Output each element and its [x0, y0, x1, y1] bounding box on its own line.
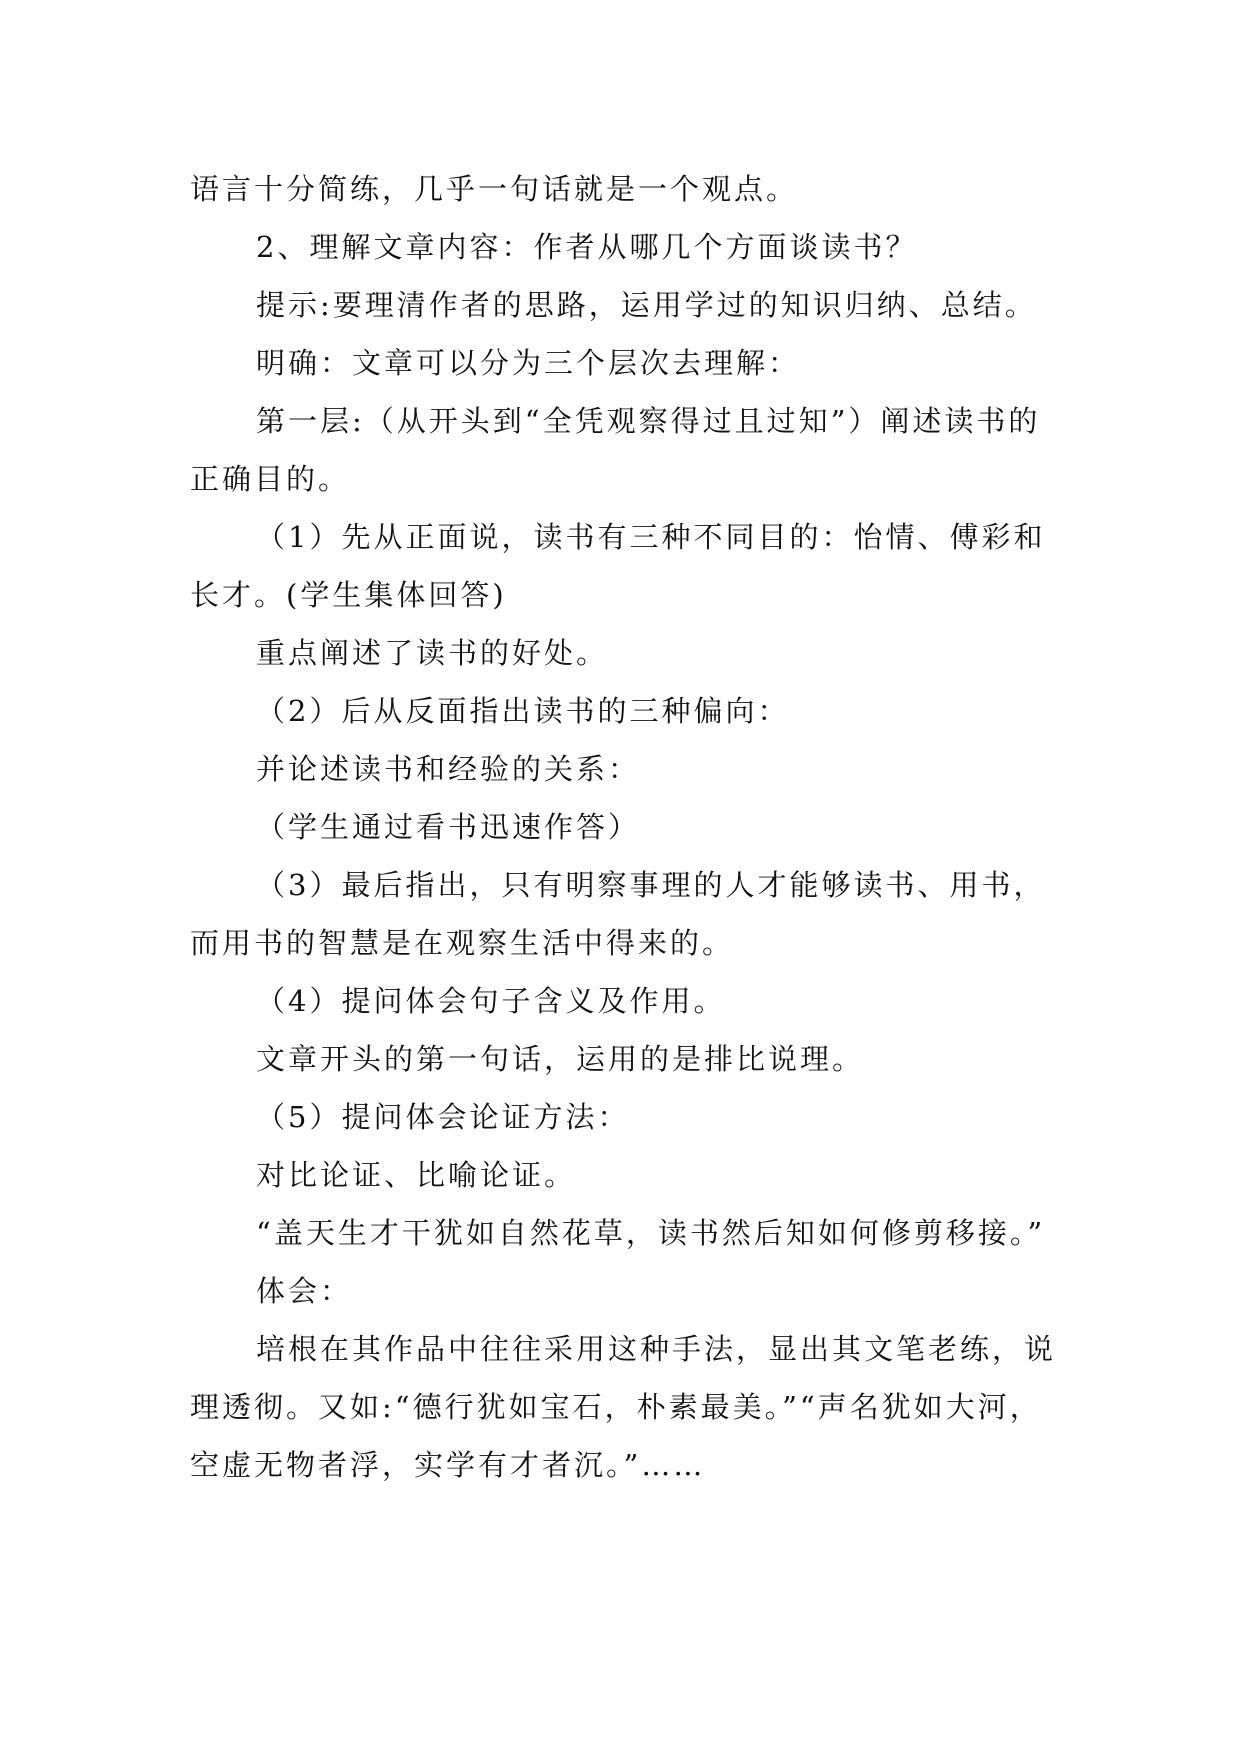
- paragraph: 2、理解文章内容：作者从哪几个方面谈读书？: [256, 230, 918, 264]
- paragraph: 明确：文章可以分为三个层次去理解：: [256, 346, 801, 380]
- paragraph: （1）先从正面说，读书有三种不同目的：怡情、傅彩和长才。(学生集体回答): [190, 520, 1046, 612]
- paragraph: 体会：: [256, 1274, 353, 1308]
- paragraph: （2）后从反面指出读书的三种偏向：: [256, 694, 790, 728]
- paragraph: 提示:要理清作者的思路，运用学过的知识归纳、总结。: [256, 288, 1037, 322]
- document-body: [190, 160, 1070, 1494]
- paragraph: （3）最后指出，只有明察事理的人才能够读书、用书，而用书的智慧是在观察生活中得来的。: [190, 868, 1046, 960]
- paragraph: 培根在其作品中往往采用这种手法，显出其文笔老练，说理透彻。又如:“德行犹如宝石，朴素最美。”“声名犹如大河，空虚无物者浮，实学有才者沉。”……: [190, 1332, 1057, 1482]
- paragraph: 文章开头的第一句话，运用的是排比说理。: [256, 1042, 865, 1076]
- paragraph: （4）提问体会句子含义及作用。: [256, 984, 726, 1018]
- paragraph: （学生通过看书迅速作答）: [256, 810, 641, 844]
- paragraph: “盖天生才干犹如自然花草，读书然后知如何修剪移接。”: [256, 1216, 1046, 1250]
- paragraph: （5）提问体会论证方法：: [256, 1100, 630, 1134]
- paragraph: 第一层:（从开头到“全凭观察得过且过知”）阐述读书的正确目的。: [190, 404, 1041, 496]
- paragraph: 对比论证、比喻论证。: [256, 1158, 577, 1192]
- paragraph: 语言十分简练，几乎一句话就是一个观点。: [190, 172, 799, 206]
- paragraph: 并论述读书和经验的关系：: [256, 752, 641, 786]
- paragraph: 重点阐述了读书的好处。: [256, 636, 609, 670]
